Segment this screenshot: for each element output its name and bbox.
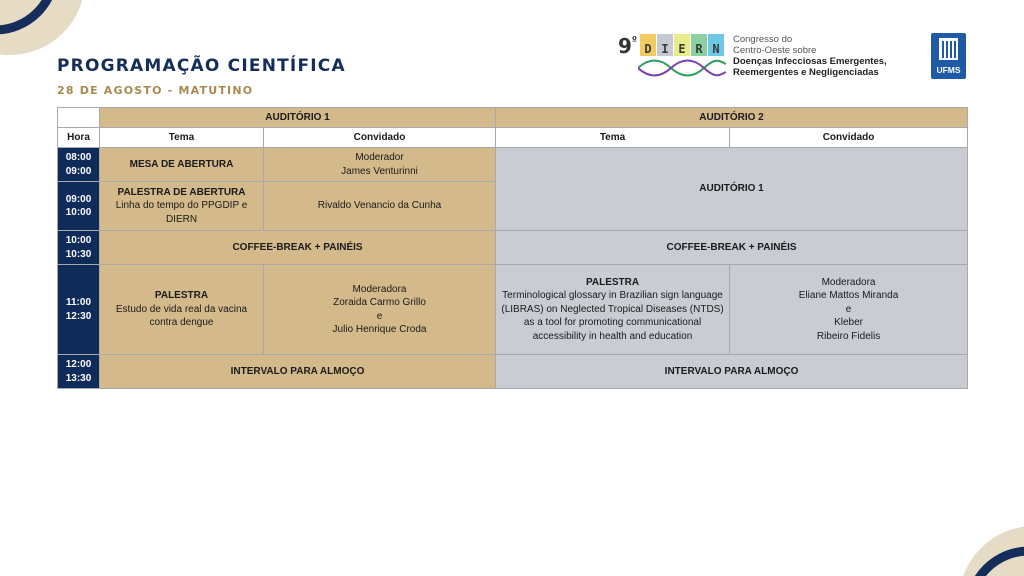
a2-lunch-cell: INTERVALO PARA ALMOÇO [496, 355, 968, 389]
logo-letter-block: E [674, 34, 690, 56]
column-header-convidado-a2: Convidado [730, 128, 968, 148]
page-subtitle: 28 DE AGOSTO - MATUTINO [57, 84, 254, 97]
table-row [58, 148, 968, 182]
logo-edition-number: $9^º$ [618, 34, 637, 58]
page-title: PROGRAMAÇÃO CIENTÍFICA [57, 56, 346, 76]
dna-helix-icon [638, 58, 726, 78]
a1-tema-cell: MESA DE ABERTURA [100, 148, 264, 182]
auditorio-1-header: AUDITÓRIO 1 [100, 108, 496, 128]
a1-convidado-cell: Moderador James Venturinni [264, 148, 496, 182]
column-header-tema-a2: Tema [496, 128, 730, 148]
column-header-tema-a1: Tema [100, 128, 264, 148]
a1-lunch-cell: INTERVALO PARA ALMOÇO [100, 355, 496, 389]
column-header-hora: Hora [58, 128, 100, 148]
a1-break-cell: COFFEE-BREAK + PAINÉIS [100, 231, 496, 265]
time-cell: 11:00 12:30 [58, 265, 100, 355]
time-cell: 10:00 10:30 [58, 231, 100, 265]
header-row-auditorios [58, 108, 968, 128]
a1-convidado-cell: Rivaldo Venancio da Cunha [264, 182, 496, 231]
logo-letter-block: D [640, 34, 656, 56]
a2-tema-cell: PALESTRA Terminological glossary in Brazilian sign language (LIBRAS) on Neglected Tropical Diseases (NTDS) as a tool for promoting communicational accessibility in health and education [496, 265, 730, 355]
logo-letter-block: I [657, 34, 673, 56]
ufms-logo: UFMS [931, 33, 966, 79]
header-row-columns [58, 128, 968, 148]
table-row [58, 355, 968, 389]
time-cell: 09:00 10:00 [58, 182, 100, 231]
corner-decoration-bottom-right [934, 506, 1024, 576]
column-header-convidado-a1: Convidado [264, 128, 496, 148]
a2-merged-cell: AUDITÓRIO 1 [496, 148, 968, 231]
congress-name: Congresso do Centro-Oeste sobre Doenças Infecciosas Emergentes, Reemergentes e Negligenciadas [733, 34, 887, 78]
a2-break-cell: COFFEE-BREAK + PAINÉIS [496, 231, 968, 265]
a1-tema-cell: PALESTRA DE ABERTURA Linha do tempo do PPGDIP e DIERN [100, 182, 264, 231]
logo-letters [640, 34, 724, 56]
table-row [58, 231, 968, 265]
building-icon [939, 38, 958, 60]
a1-tema-cell: PALESTRA Estudo de vida real da vacina contra dengue [100, 265, 264, 355]
auditorio-2-header: AUDITÓRIO 2 [496, 108, 968, 128]
time-cell: 08:00 09:00 [58, 148, 100, 182]
a2-convidado-cell: Moderadora Eliane Mattos Miranda e Kleber Ribeiro Fidelis [730, 265, 968, 355]
logo-letter-block: N [708, 34, 724, 56]
diern-logo [618, 32, 728, 82]
schedule-table [57, 107, 968, 389]
a1-convidado-cell: Moderadora Zoraida Carmo Grillo e Julio Henrique Croda [264, 265, 496, 355]
logo-letter-block: R [691, 34, 707, 56]
header-blank-cell [58, 108, 100, 128]
table-row [58, 265, 968, 355]
time-cell: 12:00 13:30 [58, 355, 100, 389]
